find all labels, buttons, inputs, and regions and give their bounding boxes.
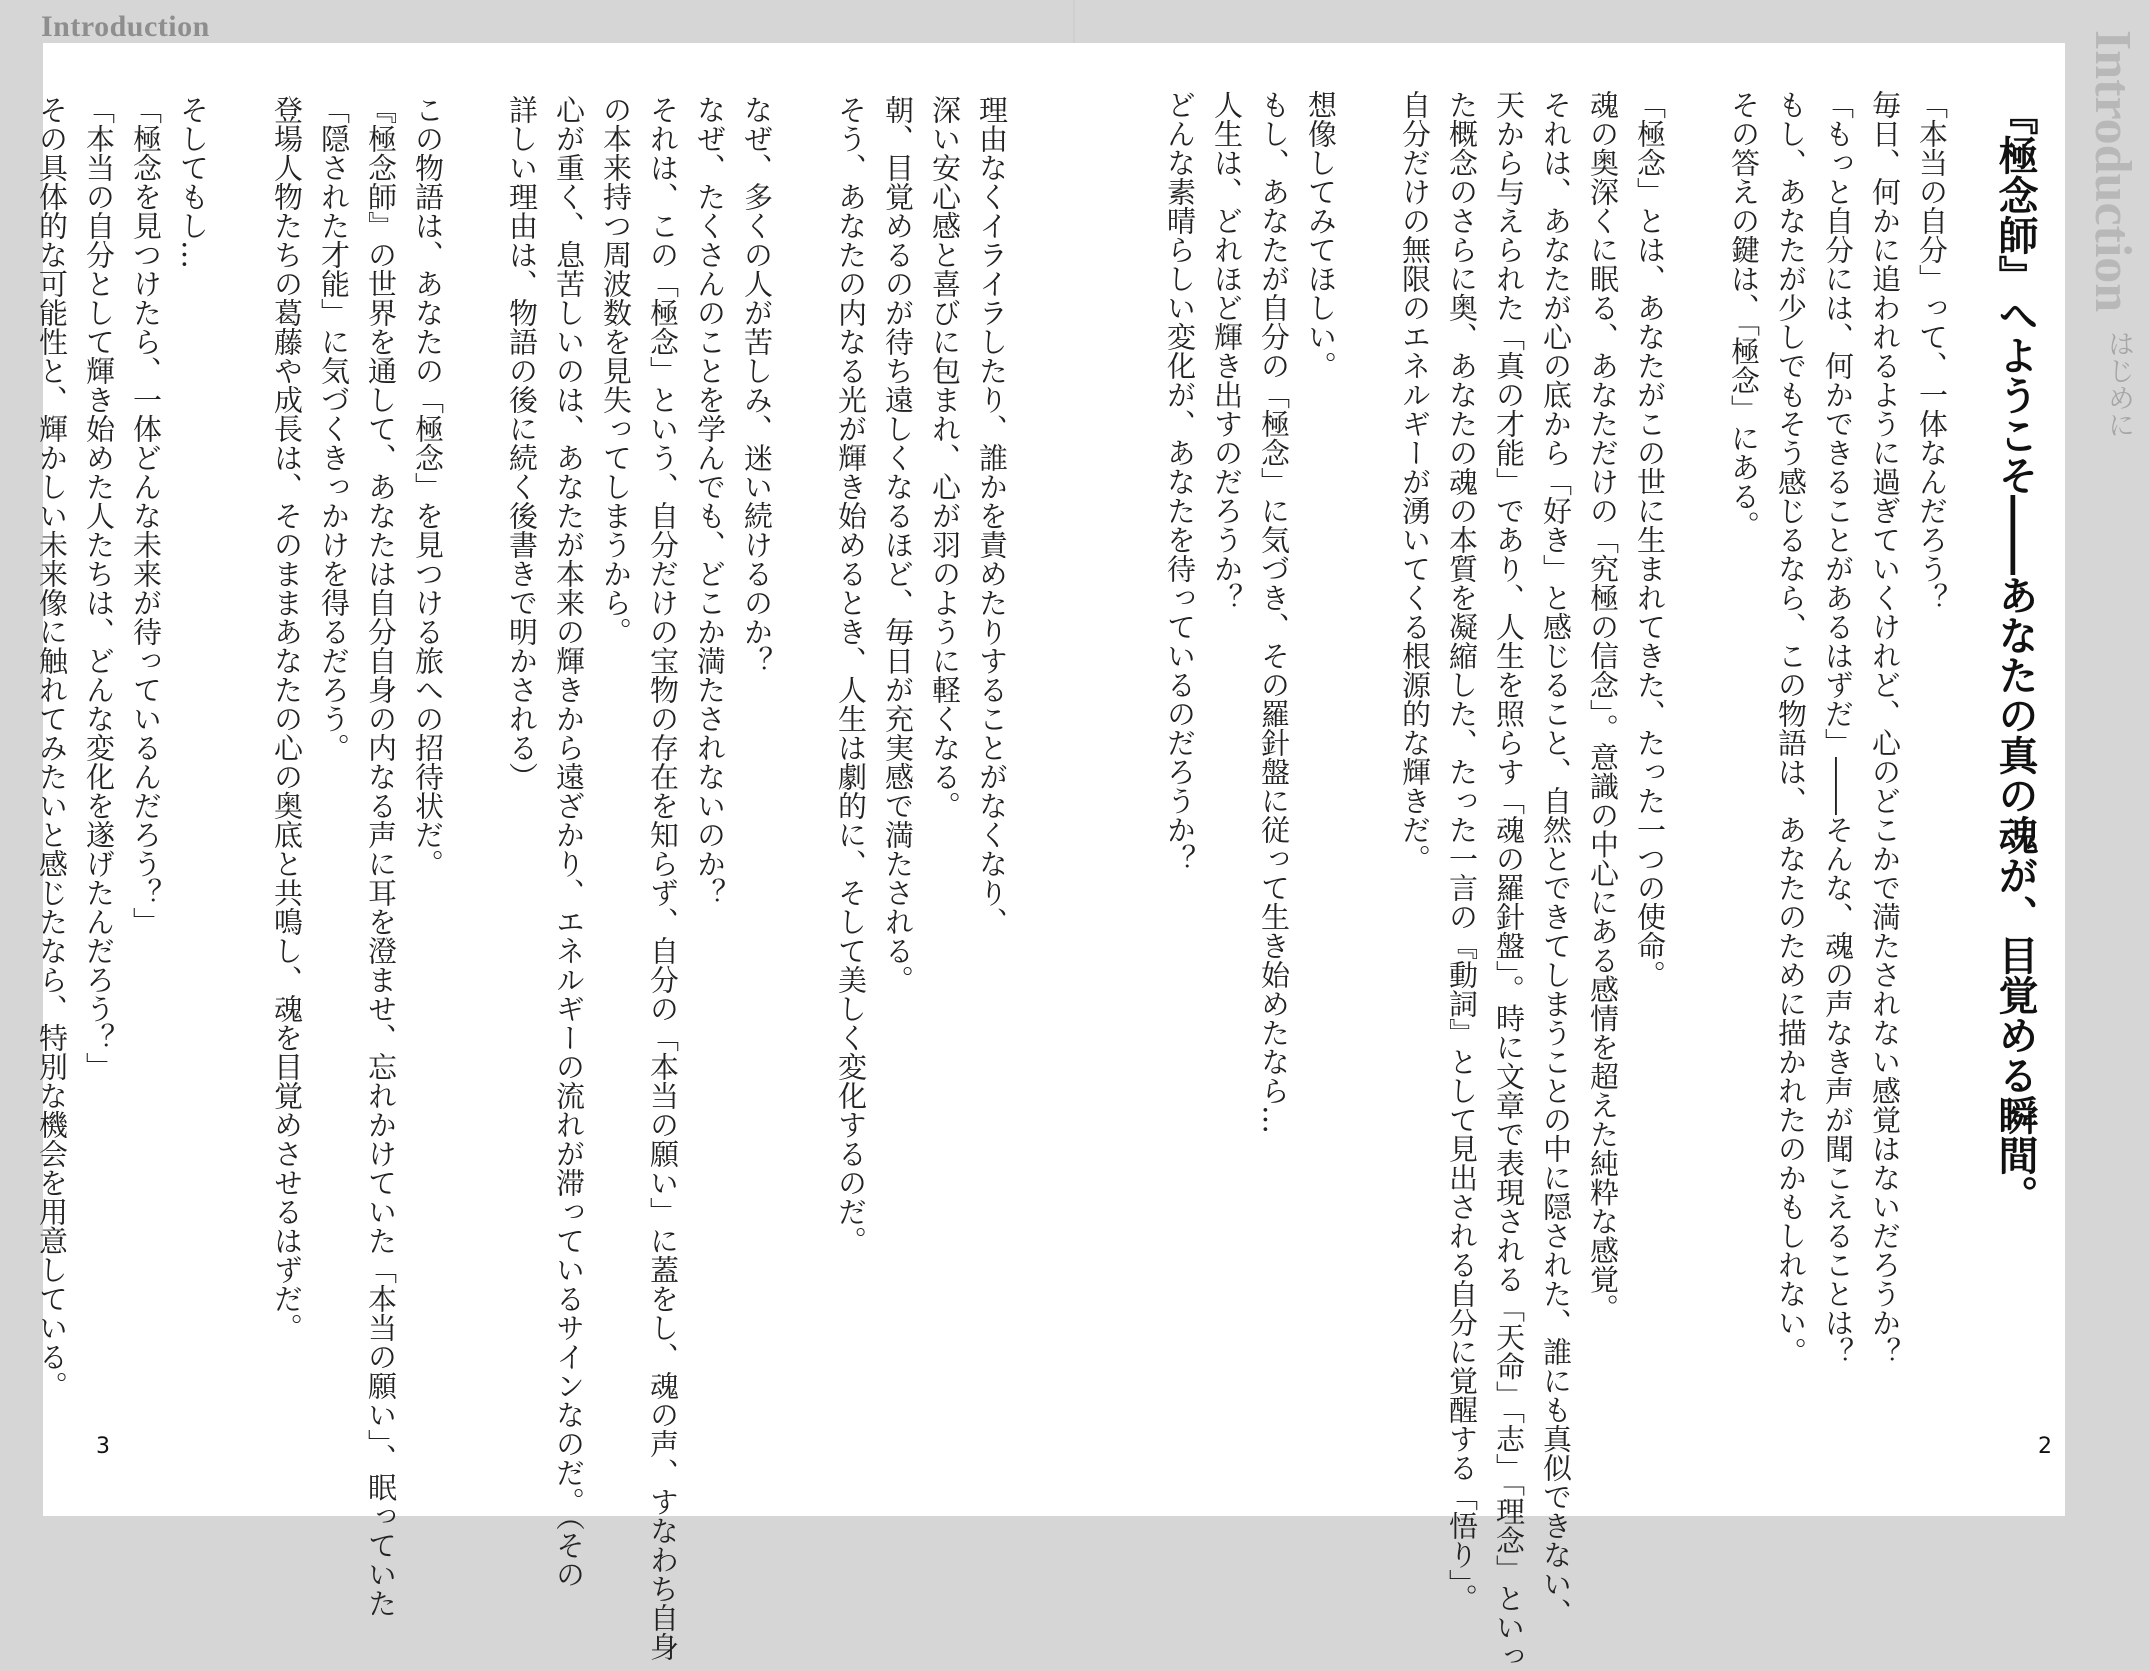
right-page-title: 『極念師』へようこそ――あなたの真の魂が、目覚める瞬間。	[1992, 95, 2039, 1215]
page-spine	[1073, 0, 1075, 43]
left-page-body: 理由なくイライラしたり、誰かを責めたりすることがなくなり、 深い安心感と喜びに包まれ、心が羽のように軽くなる。 朝、目覚めるのが待ち遠しくなるほど、毎日が充実感で満たされる。 そう、あなたの内なる光が輝き始めるとき、人生は劇的に、そして美しく変化するのだ。 なぜ、多くの人が苦しみ、迷い続けるのか？ なぜ、たくさんのことを学んでも、どこか満たされないのか？ それは、この「極念」という、自分だけの宝物の存在を知らず、自分の「本当の願い」に蓋をし、魂の声、すなわち自身 の本来持つ周波数を見失ってしまうから。 心が重く、息苦しいのは、あなたが本来の輝きから遠ざかり、エネルギーの流れが滞っているサインなのだ。（その 詳しい理由は、物語の後に続く後書きで明かされる） この物語は、あなたの「極念」を見つける旅への招待状だ。 『極念師』の世界を通して、あなたは自分自身の内なる声に耳を澄ませ、忘れかけていた「本当の願い」、眠っていた 「隠された才能」に気づくきっかけを得るだろう。 登場人物たちの葛藤や成長は、そのままあなたの心の奥底と共鳴し、魂を目覚めさせるはずだ。 そしてもし… 「極念を見つけたら、一体どんな未来が待っているんだろう？」 「本当の自分として輝き始めた人たちは、どんな変化を遂げたんだろう？」 その具体的な可能性と、輝かしい未来像に触れてみたいと感じたなら、特別な機会を用意している。	[35, 95, 1009, 1661]
page-number-right: 2	[2038, 1434, 2052, 1459]
left-header	[0, 0, 1073, 43]
right-page-body: 「本当の自分」って、一体なんだろう？ 毎日、何かに追われるように過ぎていくけれど、心のどこかで満たされない感覚はないだろうか？ 「もっと自分には、何かできることがあるはずだ」――そんな、魂の声なき声が聞こえることは？ もし、あなたが少しでもそう感じるなら、この物語は、あなたのために描かれたのかもしれない。 その答えの鍵は、「極念」にある。 「極念」とは、あなたがこの世に生まれてきた、たった一つの使命。 魂の奥深くに眠る、あなただけの「究極の信念」。意識の中心にある感情を超えた純粋な感覚。 それは、あなたが心の底から「好き」と感じること、自然とできてしまうことの中に隠された、誰にも真似できない、 天から与えられた「真の才能」であり、人生を照らす「魂の羅針盤」。時に文章で表現される「天命」「志」「理念」といっ た概念のさらに奥、あなたの魂の本質を凝縮した、たった一言の『動詞』として見出される自分に覚醒する「悟り」。 自分だけの無限のエネルギーが湧いてくる根源的な輝きだ。 想像してみてほしい。 もし、あなたが自分の「極念」に気づき、その羅針盤に従って生き始めたなら… 人生は、どれほど輝き出すのだろうか？ どんな素晴らしい変化が、あなたを待っているのだろうか？	[1163, 90, 1949, 1671]
page-number-left: 3	[96, 1434, 110, 1459]
margin-section-title: Introduction	[2084, 30, 2141, 313]
margin-section-subtitle: はじめに	[2103, 330, 2134, 438]
running-header-label: Introduction	[41, 10, 210, 43]
